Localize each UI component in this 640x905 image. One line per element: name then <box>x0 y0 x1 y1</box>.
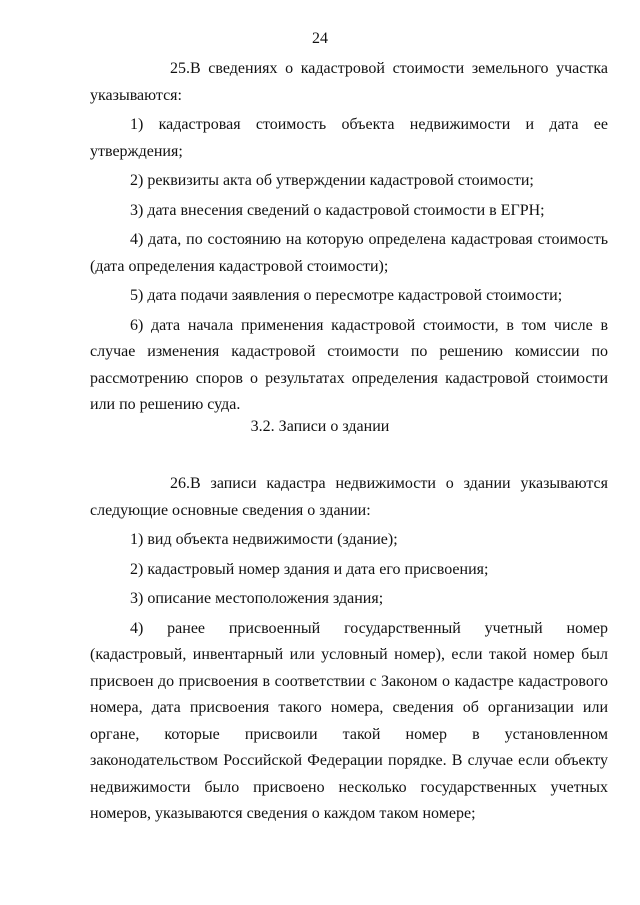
list-item: 1) кадастровая стоимость объекта недвижимости и дата ее утверждения; <box>90 116 608 160</box>
list-item: 4) дата, по состоянию на которую определена кадастровая стоимость (дата определения кадастровой стоимости); <box>90 231 608 275</box>
paragraph-number: 26. <box>170 475 190 492</box>
list-item: 3) дата внесения сведений о кадастровой стоимости в ЕГРН; <box>130 201 545 219</box>
paragraph-text: В сведениях о кадастровой стоимости земельного участка указываются: <box>90 60 608 104</box>
paragraph-text: В записи кадастра недвижимости о здании указываются следующие основные сведения о здании: <box>90 475 608 519</box>
list-item: 2) реквизиты акта об утверждении кадастровой стоимости; <box>130 172 534 189</box>
cadastral-value-section <box>90 56 608 419</box>
paragraph-25 <box>90 56 608 109</box>
paragraph-26 <box>90 471 608 524</box>
list-item: 6) дата начала применения кадастровой стоимости, в том числе в случае изменения кадастровой стоимости по решению комиссии по рассмотрению споров о результатах определения кадастровой стоимости или по решению суда. <box>90 316 608 413</box>
building-records-section <box>90 471 608 828</box>
list-item: 2) кадастровый номер здания и дата его присвоения; <box>130 560 489 578</box>
list-item: 5) дата подачи заявления о пересмотре кадастровой стоимости; <box>130 287 563 304</box>
paragraph-number: 25. <box>170 60 190 77</box>
page-number: 24 <box>312 30 328 47</box>
section-heading: 3.2. Записи о здании <box>250 418 390 435</box>
list-item: 3) описание местоположения здания; <box>130 590 384 607</box>
list-item: 1) вид объекта недвижимости (здание); <box>130 531 398 548</box>
list-item: 4) ранее присвоенный государственный учетный номер (кадастровый, инвентарный или условный номер), если такой номер был присвоен до присвоения в соответствии с Законом о кадастре кадастрового номера, дата присвоения такого номера, сведения об организации или органе, которые присвоили такой номер в установленном законодательством Российской Федерации порядке. В случае если объекту недвижимости было присвоено несколько государственных учетных номеров, указываются сведения о каждом таком номере; <box>90 619 608 822</box>
